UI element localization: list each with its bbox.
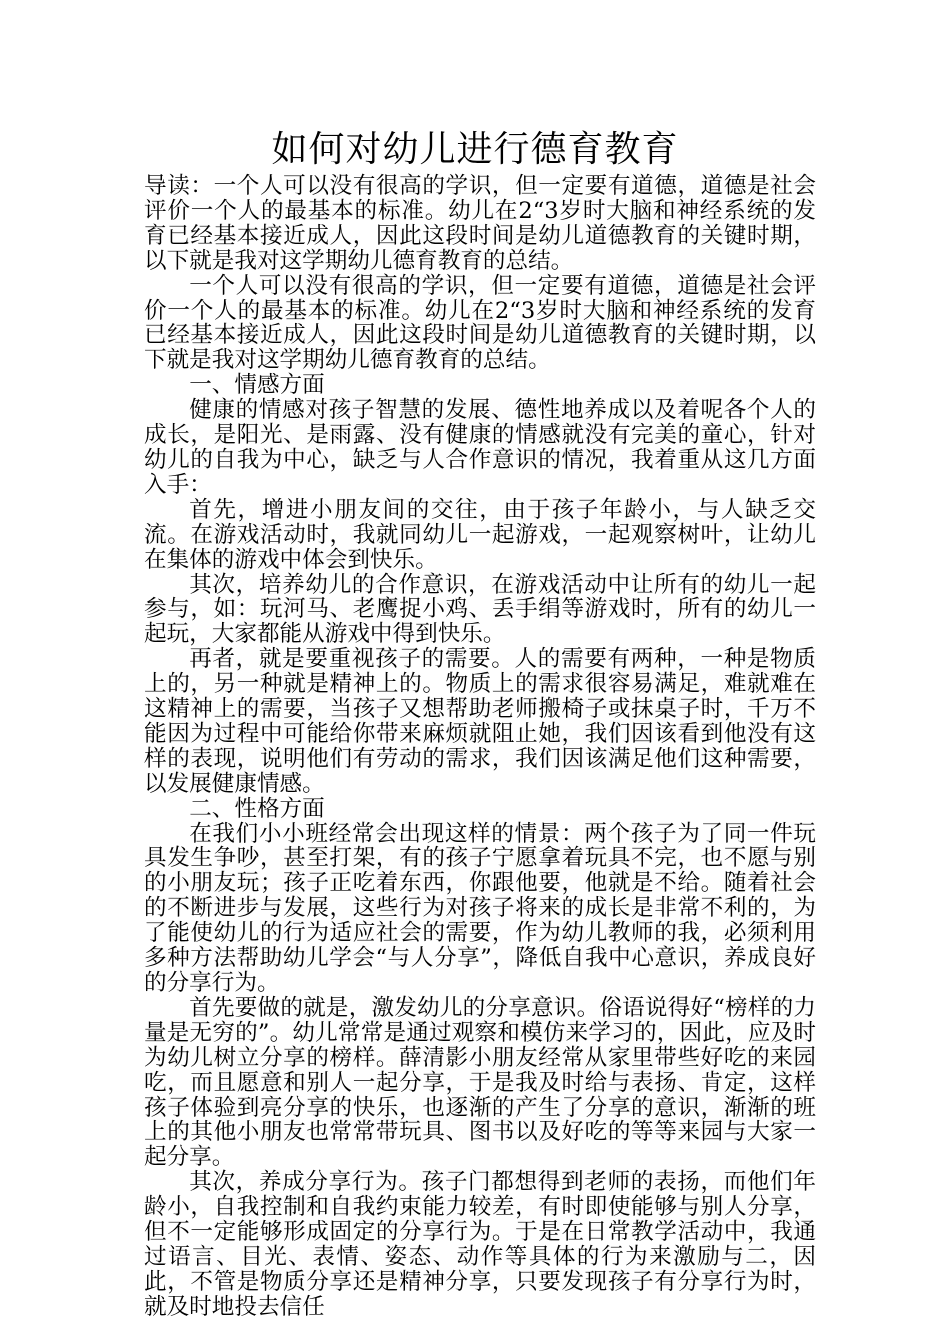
paragraph-7: 首先要做的就是，激发幼儿的分享意识。俗语说得好“榜样的力量是无穷的”。幼儿常常是通过观察和模仿来学习的，因此，应及时为幼儿树立分享的榜样。薛清影小朋友经常从家里带些好吃的来园吃，而且愿意和别人一起分享，于是我及时给与表扬、肯定，这样孩子体验到亮分享的快乐，也逐渐的产生了分享的意识，渐渐的班上的其他小朋友也常常带玩具、图书以及好吃的等等来园与大家一起分享。 — [144, 994, 816, 1171]
section-heading-emotion: 一、情感方面 — [189, 372, 325, 399]
section-heading-personality: 二、性格方面 — [189, 795, 325, 822]
paragraph-6: 在我们小小班经常会出现这样的情景：两个孩子为了同一件玩具发生争吵，甚至打架，有的孩子宁愿拿着玩具不完，也不愿与别的小朋友玩；孩子正吃着东西，你跟他要，他就是不给。随着社会的不断进步与发展，这些行为对孩子将来的成长是非常不利的，为了能使幼儿的行为适应社会的需要，作为幼儿教师的我，必须利用多种方法帮助幼儿学会“与人分享”，降低自我中心意识，养成良好的分享行为。 — [144, 820, 816, 996]
paragraph-8: 其次，养成分享行为。孩子门都想得到老师的表扬，而他们年龄小，自我控制和自我约束能力较差，有时即使能够与别人分享，但不一定能够形成固定的分享行为。于是在日常教学活动中，我通过语言、目光、表情、姿态、动作等具体的行为来激励与二，因此，不管是物质分享还是精神分享，只要发现孩子有分享行为时，就及时地投去信任 — [144, 1169, 816, 1320]
paragraph-5: 再者，就是要重视孩子的需要。人的需要有两种，一种是物质上的，另一种就是精神上的。物质上的需求很容易满足，难就难在这精神上的需要，当孩子又想帮助老师搬椅子或抹桌子时，千万不能因为过程中可能给你带来麻烦就阻止她，我们因该看到他没有这样的表现，说明他们有劳动的需求，我们因该满足他们这种需要，以发展健康情感。 — [144, 646, 816, 797]
document-body — [144, 174, 816, 1320]
paragraph-1: 一个人可以没有很高的学识，但一定要有道德，道德是社会评价一个人的最基本的标准。幼儿在2“3岁时大脑和神经系统的发育已经基本接近成人，因此这段时间是幼儿道德教育的关键时期，以下就是我对这学期幼儿德育教育的总结。 — [144, 272, 816, 374]
paragraph-3: 首先，增进小朋友间的交往，由于孩子年龄小，与人缺乏交流。在游戏活动时，我就同幼儿一起游戏，一起观察树叶，让幼儿在集体的游戏中体会到快乐。 — [144, 496, 816, 573]
paragraph-4: 其次，培养幼儿的合作意识，在游戏活动中让所有的幼儿一起参与，如：玩河马、老鹰捉小鸡、丢手绢等游戏时，所有的幼儿一起玩，大家都能从游戏中得到快乐。 — [144, 571, 816, 648]
document-title: 如何对幼儿进行德育教育 — [271, 129, 679, 170]
intro-paragraph: 导读：一个人可以没有很高的学识，但一定要有道德，道德是社会评价一个人的最基本的标准。幼儿在2“3岁时大脑和神经系统的发育已经基本接近成人，因此这段时间是幼儿道德教育的关键时期，以下就是我对这学期幼儿德育教育的总结。 — [144, 173, 816, 274]
paragraph-2: 健康的情感对孩子智慧的发展、德性地养成以及着呢各个人的成长，是阳光、是雨露、没有健康的情感就没有完美的童心，针对幼儿的自我为中心，缺乏与人合作意识的情况，我着重从这几方面入手： — [144, 397, 816, 498]
